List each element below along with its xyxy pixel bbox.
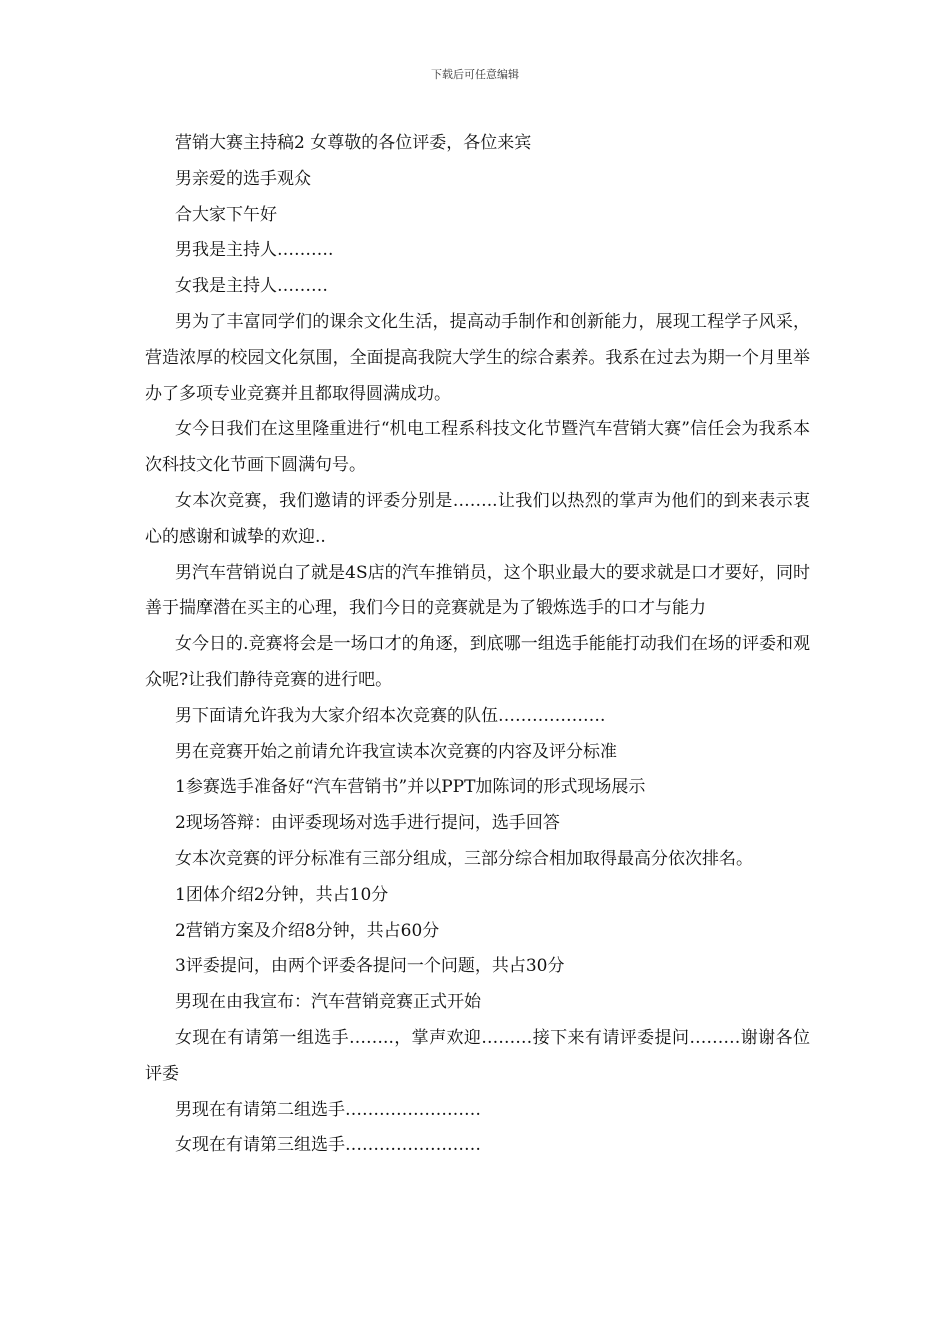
- paragraph-22: 女现在有请第三组选手……………………: [175, 1135, 481, 1156]
- paragraph-17: 2营销方案及介绍8分钟，共占60分: [175, 920, 440, 941]
- paragraph-18: 3评委提问，由两个评委各提问一个问题，共占30分: [175, 956, 565, 977]
- paragraph-1: 营销大赛主持稿2 女尊敬的各位评委，各位来宾: [175, 133, 532, 153]
- paragraph-8: 女本次竞赛，我们邀请的评委分别是……..让我们以热烈的掌声为他们的到来表示衷心的感谢和诚挚的欢迎..: [145, 490, 810, 547]
- paragraph-6: 男为了丰富同学们的课余文化生活，提高动手制作和创新能力，展现工程学子风采，营造浓厚的校园文化氛围，全面提高我院大学生的综合素养。我系在过去为期一个月里举办了多项专业竞赛并且都取得圆满成功。: [145, 311, 810, 404]
- paragraph-3: 合大家下午好: [175, 204, 277, 225]
- paragraph-7: 女今日我们在这里隆重进行“机电工程系科技文化节暨汽车营销大赛”信任会为我系本次科技文化节画下圆满句号。: [145, 419, 810, 476]
- paragraph-5: 女我是主持人………: [175, 276, 328, 297]
- paragraph-4: 男我是主持人……….: [175, 240, 334, 261]
- paragraph-11: 男下面请允许我为大家介绍本次竞赛的队伍……………….: [175, 705, 606, 726]
- paragraph-10: 女今日的.竞赛将会是一场口才的角逐，到底哪一组选手能能打动我们在场的评委和观众呢?让我们静待竞赛的进行吧。: [145, 634, 810, 690]
- paragraph-12: 男在竞赛开始之前请允许我宣读本次竞赛的内容及评分标准: [175, 741, 617, 762]
- page-header: 下载后可任意编辑: [431, 68, 519, 81]
- paragraph-20: 女现在有请第一组选手……..，掌声欢迎………接下来有请评委提问………谢谢各位评委: [145, 1027, 810, 1084]
- paragraph-21: 男现在有请第二组选手……………………: [175, 1099, 481, 1120]
- paragraph-19: 男现在由我宣布：汽车营销竞赛正式开始: [175, 992, 481, 1013]
- paragraph-16: 1团体介绍2分钟，共占10分: [175, 884, 389, 905]
- paragraph-15: 女本次竞赛的评分标准有三部分组成，三部分综合相加取得最高分依次排名。: [175, 848, 753, 869]
- paragraph-2: 男亲爱的选手观众: [175, 168, 311, 189]
- paragraph-13: 1参赛选手准备好“汽车营销书”并以PPT加陈词的形式现场展示: [175, 777, 646, 798]
- paragraph-14: 2现场答辩：由评委现场对选手进行提问，选手回答: [175, 813, 560, 834]
- paragraph-9: 男汽车营销说白了就是4S店的汽车推销员，这个职业最大的要求就是口才要好，同时善于揣摩潜在买主的心理，我们今日的竞赛就是为了锻炼选手的口才与能力: [145, 562, 810, 619]
- document-body: [145, 126, 810, 1164]
